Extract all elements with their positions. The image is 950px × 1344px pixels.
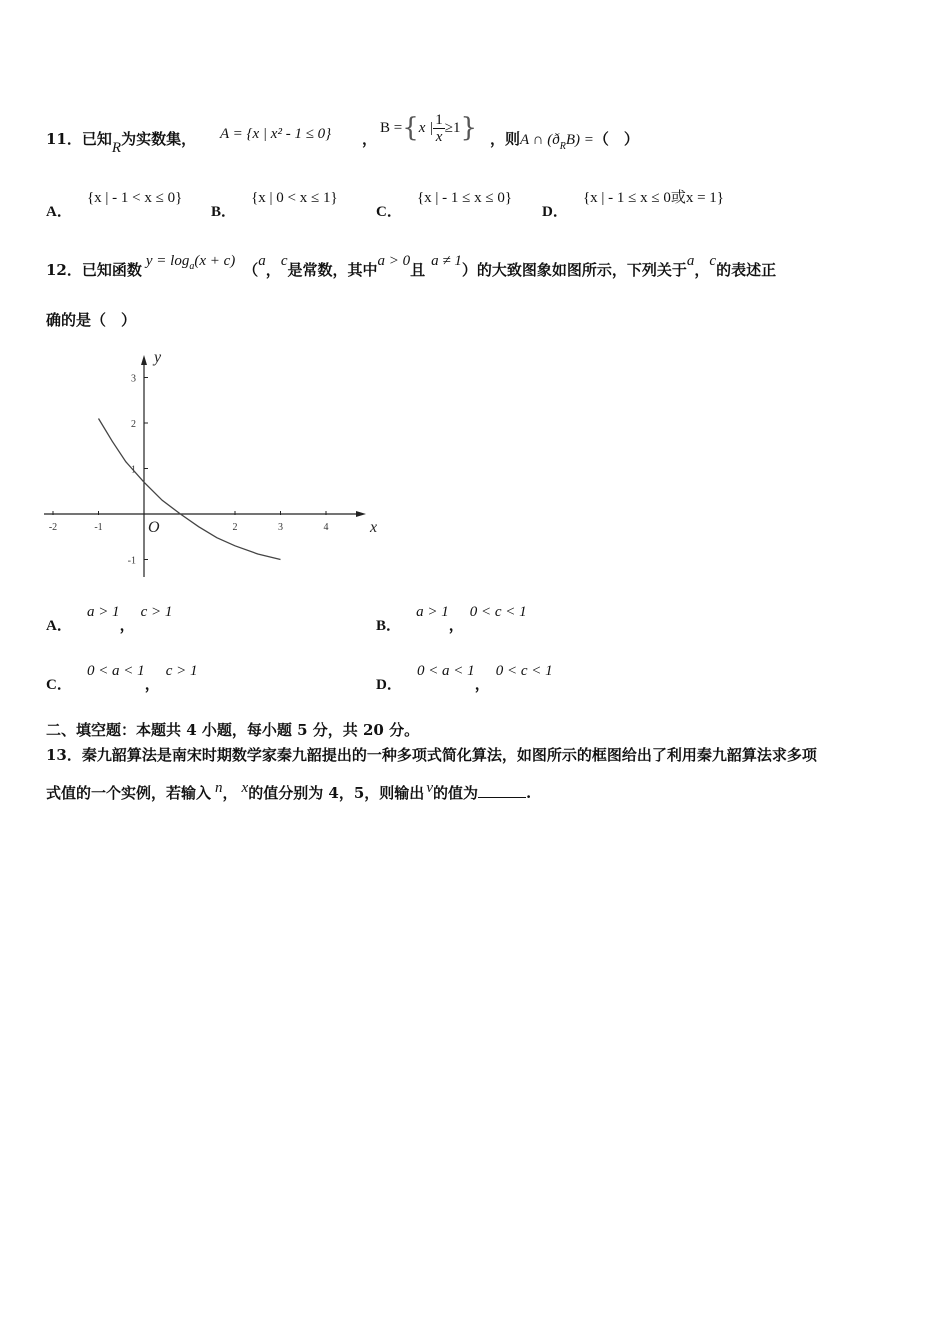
option-math-1: a > 1 — [86, 604, 120, 620]
q11-option-d — [542, 186, 725, 220]
q13-answer-blank — [478, 785, 526, 798]
q13-x: x — [241, 780, 249, 796]
q11-B-denominator: x — [435, 128, 443, 145]
q11-text-3: ，则 — [490, 130, 521, 148]
q11-B-right-brace: } — [460, 113, 478, 143]
x-tick-label: 2 — [232, 522, 238, 533]
option-math-2: c > 1 — [140, 604, 173, 620]
option-text: {x | 0 < x ≤ 1} — [251, 190, 338, 206]
x-axis-label: x — [370, 519, 378, 536]
q11-text-1: 已知 — [81, 130, 112, 148]
q11-option-a — [46, 186, 183, 220]
option-math-1: 0 < a < 1 — [86, 663, 145, 679]
q13-text-b: ， — [222, 784, 238, 802]
option-separator: ， — [144, 675, 160, 693]
option-label: C． — [376, 204, 402, 220]
option-math-1: 0 < a < 1 — [416, 663, 475, 679]
section-heading: 二、填空题：本题共 4 小题，每小题 5 分，共 20 分。 — [46, 721, 420, 739]
y-tick-label: 1 — [131, 464, 136, 476]
option-math-2: c > 1 — [165, 663, 198, 679]
q12-option-c — [46, 659, 198, 693]
q11-set-A: A = {x | x² - 1 ≤ 0} — [220, 126, 332, 142]
option-label: C． — [46, 677, 72, 693]
origin-label: O — [148, 519, 160, 536]
q12-text-4: 且 — [410, 261, 426, 279]
q13-n: n — [215, 780, 223, 796]
q12-function-sub: a — [189, 261, 195, 272]
x-tick-label: 3 — [278, 522, 283, 533]
option-text: {x | - 1 ≤ x ≤ 0} — [416, 190, 513, 206]
x-tick-label: -2 — [48, 522, 58, 533]
q11-answer-paren: （ ） — [593, 130, 639, 148]
option-math-2: 0 < c < 1 — [495, 663, 553, 679]
q12-line-1 — [46, 249, 777, 279]
q12-option-d — [376, 659, 553, 693]
y-axis-label: y — [154, 349, 162, 366]
q11-B-left-brace: { — [402, 113, 419, 143]
q12-text-6: 的表述正 — [716, 261, 777, 279]
x-tick-label: 4 — [323, 522, 329, 533]
q11-B-x: x | — [418, 119, 434, 136]
q11-B-fraction — [433, 112, 445, 145]
q11-expression-sub: R — [559, 141, 566, 152]
x-tick-label: -1 — [94, 522, 103, 533]
q12-line-2: 确的是（ ） — [46, 311, 137, 329]
y-axis-arrow — [141, 355, 147, 365]
q13-text-d: 的值为 — [432, 784, 478, 802]
q11-expression: A ∩ (ð — [520, 132, 560, 148]
option-math-2: 0 < c < 1 — [469, 604, 527, 620]
q12-cond-2: a ≠ 1 — [431, 253, 462, 269]
q12-comma-1: ， — [265, 261, 281, 279]
q12-text-2: （ — [243, 261, 259, 279]
y-tick-label: -1 — [127, 555, 136, 567]
option-label: B． — [376, 618, 402, 634]
q12-function: y = log — [145, 253, 190, 269]
option-separator: ， — [474, 675, 490, 693]
option-math-1: a > 1 — [416, 604, 449, 620]
q13-text-e: . — [526, 784, 532, 802]
q11-number: 11． — [46, 130, 82, 148]
q11-B-lhs: B = — [380, 119, 403, 136]
q12-text-5: ）的大致图象如图所示，下列关于 — [461, 261, 687, 279]
option-label: D． — [376, 677, 402, 693]
q12-function-2: (x + c) — [194, 253, 236, 269]
q11-B-rhs: ≥1 — [444, 119, 461, 136]
q12-a: a — [258, 253, 266, 269]
q13-line-1: 13．秦九韶算法是南宋时期数学家秦九韶提出的一种多项式简化算法，如图所示的框图给出了利用秦九韶算法求多项 — [46, 746, 817, 764]
q12-option-b — [376, 600, 527, 634]
q12-number: 12． — [46, 261, 82, 279]
q13-text-c: 的值分别为 4，5，则输出 — [248, 784, 425, 802]
q11-set-B — [380, 104, 477, 152]
q12-c-2: c — [709, 253, 717, 269]
option-label: B． — [211, 204, 237, 220]
q11-text-2: 为实数集， — [121, 130, 197, 148]
q11-B-numerator: 1 — [435, 111, 443, 128]
option-label: A． — [46, 204, 72, 220]
q12-option-a — [46, 600, 173, 634]
q11-line — [46, 128, 197, 156]
q11-option-b — [211, 186, 338, 220]
option-text: {x | - 1 < x ≤ 0} — [86, 190, 183, 206]
q12-comma-2: ， — [694, 261, 710, 279]
x-axis-arrow — [356, 511, 366, 517]
q12-graph — [40, 345, 390, 585]
q12-text-1: 已知函数 — [81, 261, 142, 279]
q11-option-c — [376, 186, 513, 220]
function-curve — [99, 419, 281, 560]
q11-R: R — [111, 140, 122, 156]
q12-a-2: a — [686, 253, 695, 269]
option-separator: ， — [448, 616, 464, 634]
y-tick-label: 2 — [131, 419, 136, 430]
q13-line-2 — [46, 776, 532, 802]
q12-c: c — [280, 253, 288, 269]
q12-text-3: 是常数，其中 — [287, 261, 378, 279]
option-label: A． — [46, 618, 72, 634]
y-tick-label: 3 — [131, 373, 136, 385]
q13-v: v — [426, 780, 433, 796]
option-separator: ， — [119, 616, 135, 634]
q11-separator: ， — [362, 130, 378, 148]
q12-cond-1: a > 0 — [377, 253, 411, 269]
q11-expression-2: B) = — [565, 132, 594, 148]
option-label: D． — [542, 204, 568, 220]
option-text: {x | - 1 ≤ x ≤ 0或x = 1} — [582, 190, 725, 206]
q13-text-a: 式值的一个实例，若输入 — [46, 784, 212, 802]
q11-tail — [490, 128, 639, 152]
